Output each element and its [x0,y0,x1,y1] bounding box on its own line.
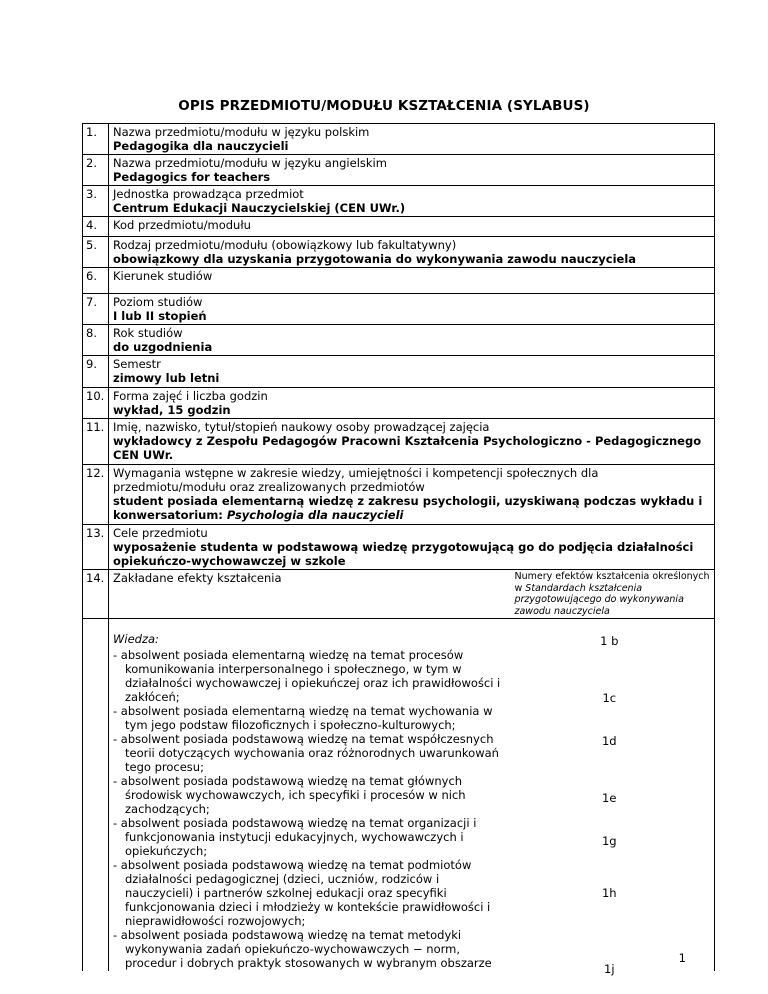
row-label: Wymagania wstępne w zakresie wiedzy, umiejętności i kompetencji społecznych dla przedmiotu/modułu oraz zrealizowanych przedmiotów [113,466,599,494]
row-content [109,124,715,155]
row-number: 5. [83,237,109,268]
row-value: Pedagogics for teachers [113,170,271,184]
effect-code: 1c [602,691,617,705]
effect-code: 1e [602,791,617,805]
row-label: Cele przedmiotu [113,526,208,540]
row-number: 1. [83,124,109,155]
row-label: Zakładane efekty kształcenia [113,571,282,585]
row-number-empty [83,619,109,972]
course-name-italic: Psychologia dla nauczycieli [226,508,404,522]
codes-column [505,619,715,976]
row-value [113,494,710,522]
row-label: Jednostka prowadząca przedmiot [113,187,304,201]
effect-code: 1j [604,962,615,976]
row-content [109,388,715,419]
row-value: Centrum Edukacji Nauczycielskiej (CEN UWr.) [113,201,406,215]
row-content [109,570,505,619]
row-number: 14. [83,570,109,619]
row-value: wykład, 15 godzin [113,403,231,417]
list-item: - absolwent posiada podstawową wiedzę na temat metodyki wykonywania zadań opiekuńczo-wychowawczych − norm, procedur i dobrych praktyk stosowanych w wybranym obszarze [113,928,492,970]
row-content [109,217,715,237]
row-content [109,237,715,268]
list-item: - absolwent posiada podstawową wiedzę na temat podmiotów działalności pedagogicznej (dzieci, uczniów, rodziców i nauczycieli) i partnerów szkolnej edukacji oraz specyfiki funkcjonowania dzieci i młodzieży w kontekście prawidłowości i nieprawidłowości rozwojowych; [113,858,491,928]
list-item: - absolwent posiada podstawową wiedzę na temat organizacji i funkcjonowania instytucji edukacyjnych, wychowawczych i opiekuńczych; [113,816,477,858]
row-number: 11. [83,419,109,465]
table-row [83,525,715,570]
list-item: - absolwent posiada elementarną wiedzę na temat procesów komunikowania interpersonalnego i społecznego, w tym w działalności wychowawczej i opiekuńczej oraz ich prawidłowości i zakłóceń; [113,648,501,704]
row-number: 10. [83,388,109,419]
row-value: Pedagogika dla nauczycieli [113,139,289,153]
row-value: wyposażenie studenta w podstawową wiedzę przygotowującą go do podjęcia działalności opiekuńczo-wychowawczej w szkole [113,540,694,568]
efekty-note [505,570,715,619]
syllabus-table [82,123,715,976]
table-row [83,217,715,237]
table-row [83,124,715,155]
wiedza-content [109,619,505,972]
row-label: Rok studiów [113,326,183,340]
table-row [83,570,715,619]
row-label: Poziom studiów [113,295,203,309]
row-content [109,465,715,525]
table-row [83,237,715,268]
row-value: wykładowcy z Zespołu Pedagogów Pracowni Kształcenia Psychologiczno - Pedagogicznego CEN UWr. [113,434,702,462]
effect-code: 1g [601,834,617,848]
row-number: 7. [83,294,109,325]
row-number: 9. [83,356,109,388]
row-content [109,419,715,465]
table-row [83,465,715,525]
efekty-note-text [515,571,711,617]
row-label: Imię, nazwisko, tytuł/stopień naukowy osoby prowadzącej zajęcia [113,420,490,434]
table-row [83,294,715,325]
table-row [83,268,715,294]
row-number: 8. [83,325,109,356]
wiedza-list [113,648,501,970]
row-content [109,325,715,356]
row-content [109,294,715,325]
table-row [83,388,715,419]
wiedza-heading: Wiedza: [113,632,159,646]
document-title: OPIS PRZEDMIOTU/MODUŁU KSZTAŁCENIA (SYLABUS) [178,98,590,114]
effect-code: 1d [601,734,617,748]
row-label: Kod przedmiotu/modułu [113,218,251,232]
row-number: 13. [83,525,109,570]
row-label: Nazwa przedmiotu/modułu w języku polskim [113,125,370,139]
row-content [109,186,715,217]
table-row [83,155,715,186]
effect-code: 1 b [600,634,619,648]
row-content [109,356,715,388]
list-item: - absolwent posiada elementarną wiedzę na temat wychowania w tym jego podstaw filozoficznych i społeczno-kulturowych; [113,704,493,732]
row-content [109,268,715,294]
row-content [109,155,715,186]
effect-code: 1h [601,886,617,900]
row-value-text: student posiada elementarną wiedzę z zakresu psychologii, uzyskiwaną podczas wykładu i konwersatorium: [113,494,703,522]
table-row [83,619,715,972]
row-label: Semestr [113,357,161,371]
table-row [83,419,715,465]
efekty-note-italic: Standardach kształcenia przygotowującego do wykonywania zawodu nauczyciela [514,582,684,617]
row-value: do uzgodnienia [113,340,213,354]
row-label: Rodzaj przedmiotu/modułu (obowiązkowy lub fakultatywny) [113,238,457,252]
table-row [83,186,715,217]
row-label: Nazwa przedmiotu/modułu w języku angielskim [113,156,387,170]
row-number: 3. [83,186,109,217]
table-row [83,325,715,356]
row-value: zimowy lub letni [113,371,220,385]
page-number: 1 [678,951,686,965]
row-number: 2. [83,155,109,186]
row-number: 12. [83,465,109,525]
table-row [83,356,715,388]
list-item: - absolwent posiada podstawową wiedzę na temat współczesnych teorii dotyczących wychowania oraz różnorodnych uwarunkowań tego procesu; [113,732,499,774]
row-number: 6. [83,268,109,294]
row-label: Forma zajęć i liczba godzin [113,389,268,403]
row-content [109,525,715,570]
row-value: I lub II stopień [113,309,207,323]
efekty-note-plain: Numery efektów kształcenia określonych w [514,571,710,594]
list-item: - absolwent posiada podstawową wiedzę na temat głównych środowisk wychowawczych, ich specyfiki i procesów w nich zachodzących; [113,774,466,816]
row-number: 4. [83,217,109,237]
row-value: obowiązkowy dla uzyskania przygotowania do wykonywania zawodu nauczyciela [113,252,637,266]
row-label: Kierunek studiów [113,269,213,283]
